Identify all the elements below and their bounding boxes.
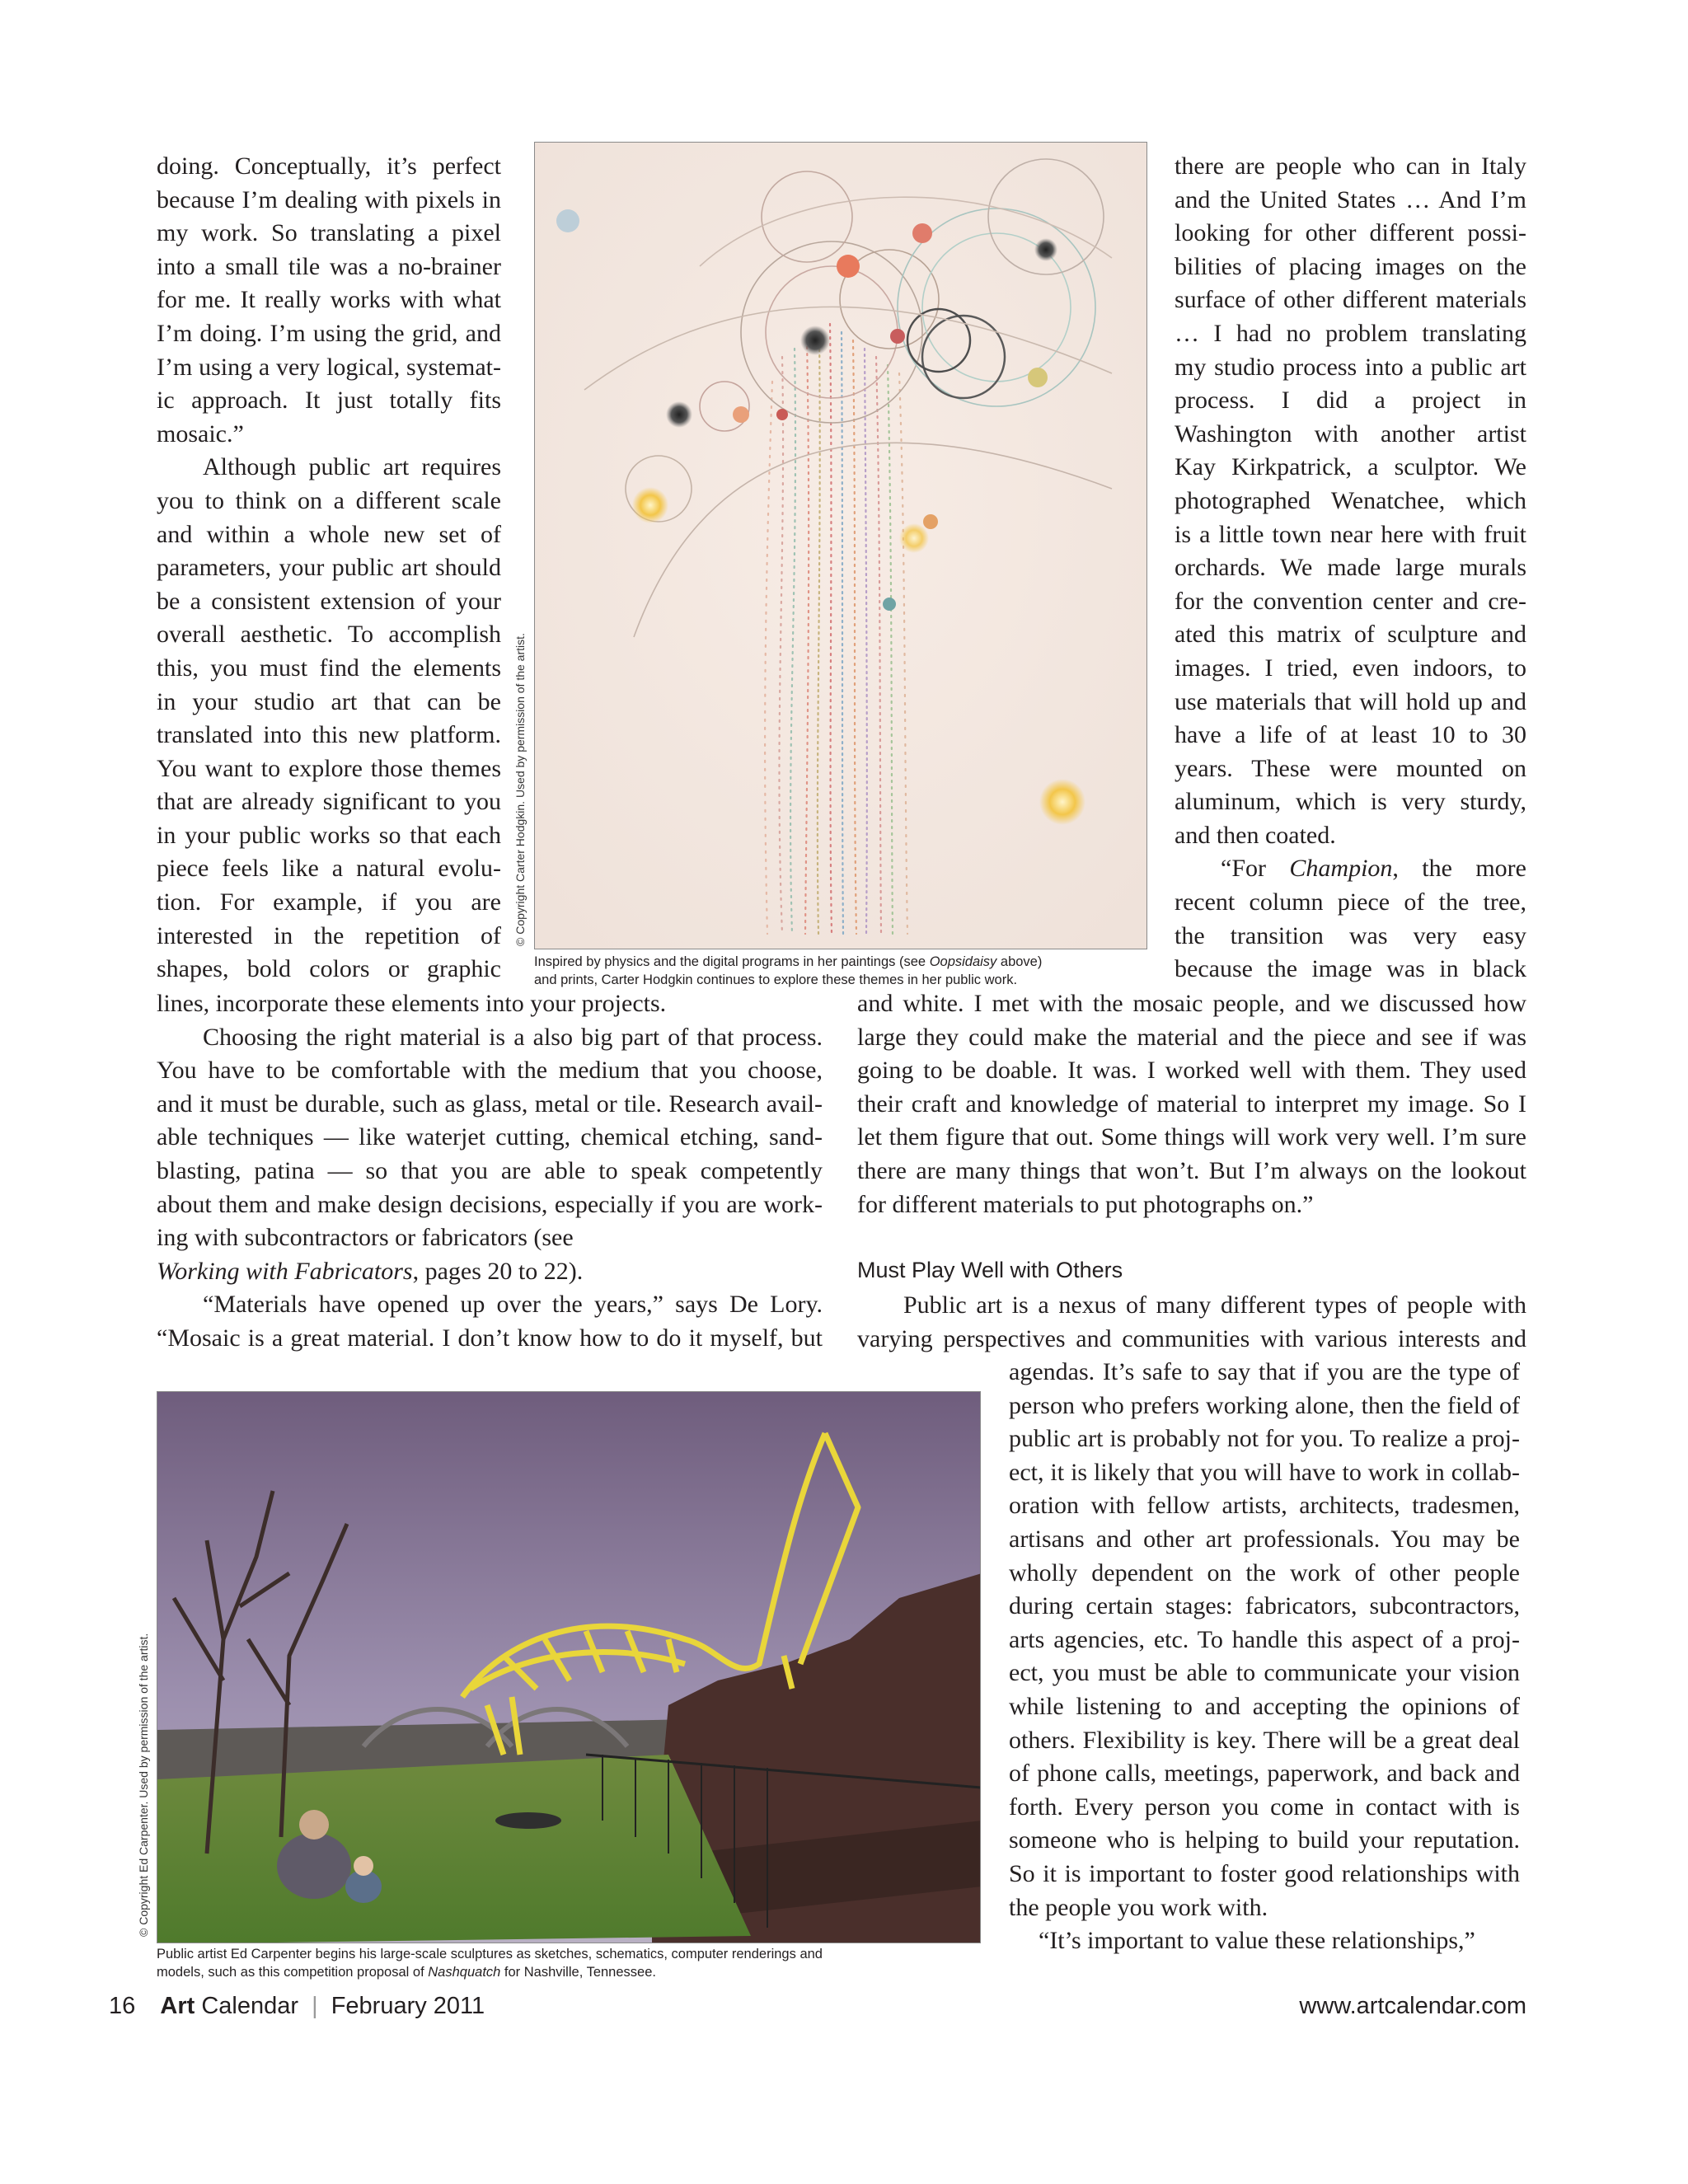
text-line: looking for other different possi-: [1175, 219, 1526, 247]
text-line: doing. Conceptually, it’s perfect: [157, 152, 501, 180]
text-line: piece feels like a natural evolu-: [157, 855, 501, 883]
text-line: ect, you must be able to communicate your vision: [1009, 1659, 1520, 1687]
text-line: aluminum, which is very sturdy,: [1175, 788, 1526, 816]
right-column-top: [1175, 150, 1526, 987]
text-line: able techniques — like waterjet cutting, chemical etching, sand-: [157, 1123, 823, 1151]
caption-top-figure: Inspired by physics and the digital programs in her paintings (see Oopsidaisy above) and prints, Carter Hodgkin continues to explore these themes in her public work.: [534, 954, 1043, 987]
text-line: for me. It really works with what: [157, 286, 501, 314]
text-line: large they could make the material and the piece and see if was: [857, 1023, 1526, 1051]
text-line: my work. So translating a pixel: [157, 219, 501, 247]
text-line: and white. I met with the mosaic people, and we discussed how: [857, 990, 1526, 1017]
caption-bottom-figure: Public artist Ed Carpenter begins his large-scale sculptures as sketches, schematics, computer renderings and models, such as this competition proposal of Nashquatch for Nashville, Tennessee.: [157, 1947, 823, 1980]
section-heading: Must Play Well with Others: [857, 1258, 1123, 1282]
text-line: someone who is helping to build your reputation.: [1009, 1826, 1520, 1854]
text-line: translated into this new platform.: [157, 721, 501, 749]
paragraph-right-2-first: “For Champion, the more: [1221, 855, 1526, 883]
left-column-top: [157, 150, 501, 987]
artwork-title-oopsidaisy: Oopsidaisy: [929, 954, 997, 969]
text-line: of phone calls, meetings, paperwork, and back and: [1009, 1760, 1520, 1788]
text-line: for the convention center and cre-: [1175, 587, 1526, 615]
paragraph-left-2-end: lines, incorporate these elements into your projects.: [157, 990, 667, 1017]
issue-date: February 2011: [331, 1993, 485, 2019]
text-line: about them and make design decisions, especially if you are work-: [157, 1190, 823, 1218]
paragraph-section-1-wide: [857, 1289, 1526, 1356]
text-line: use materials that will hold up and: [1175, 687, 1526, 715]
text-line: others. Flexibility is key. There will be a great deal: [1009, 1726, 1520, 1754]
text-line: let them figure that out. Some things will work very well. I’m sure: [857, 1123, 1526, 1151]
text-line: process. I did a project in: [1175, 387, 1526, 415]
text-line: forth. Every person you come in contact with is: [1009, 1793, 1520, 1821]
italic-ref: Working with Fabricators: [157, 1257, 413, 1285]
text-line: into a small tile was a no-brainer: [157, 252, 501, 280]
text-line: that are already significant to you: [157, 788, 501, 816]
text-line: parameters, your public art should: [157, 554, 501, 582]
text-line: bilities of placing images on the: [1175, 252, 1526, 280]
right-column-section-wide: [857, 1289, 1526, 1356]
figure-nashquatch: [157, 1391, 981, 1943]
text-line: and it must be durable, such as glass, metal or tile. Research avail-: [157, 1090, 823, 1118]
paragraph-section-1-narrow: [1009, 1356, 1520, 1924]
brand-calendar: Calendar: [201, 1993, 299, 2019]
oopsidaisy-artwork: [535, 143, 1147, 949]
right-column-section-narrow: [1009, 1356, 1520, 1958]
left-column-wide: [157, 987, 823, 1356]
text-line: recent column piece of the tree,: [1175, 888, 1526, 916]
footer-separator: |: [312, 1993, 318, 2019]
text-line: you to think on a different scale: [157, 486, 501, 514]
text-line: this, you must find the elements: [157, 654, 501, 682]
text-line: “Mosaic is a great material. I don’t know how to do it myself, but: [157, 1324, 823, 1352]
text-line: surface of other different materials: [1175, 286, 1526, 314]
text-line: the people you work with.: [1009, 1893, 1268, 1921]
text-line: in your studio art that can be: [157, 687, 501, 715]
text-line: … I had no problem translating: [1175, 319, 1526, 347]
text-line: their craft and knowledge of material to interpret my image. So I: [857, 1090, 1526, 1118]
text-line: Although public art requires: [203, 453, 501, 481]
nashquatch-photo: [157, 1392, 981, 1943]
text-line: “Materials have opened up over the years,” says De Lory.: [203, 1291, 823, 1319]
page-footer-left: [109, 1993, 485, 2020]
text-line: my studio process into a public art: [1175, 353, 1526, 381]
right-column-wide: [857, 987, 1526, 1221]
credit-ed-carpenter: © Copyright Ed Carpenter. Used by permission of the artist.: [137, 1633, 150, 1937]
text-line: agendas. It’s safe to say that if you are the type of: [1009, 1358, 1520, 1385]
text-line: shapes, bold colors or graphic: [157, 955, 501, 983]
text-line: there are many things that won’t. But I’m always on the lookout: [857, 1156, 1526, 1184]
text-line: artisans and other art professionals. You may be: [1009, 1525, 1520, 1553]
paragraph-left-3-ref: Working with Fabricators, pages 20 to 22).: [157, 1257, 584, 1285]
artwork-title-champion: Champion: [1289, 855, 1393, 883]
text-line: have a life of at least 10 to 30: [1175, 721, 1526, 749]
text-line: for different materials to put photographs on.”: [857, 1190, 1314, 1218]
text-line: because the image was in black: [1175, 955, 1526, 983]
text-line: Public art is a nexus of many different types of people with: [903, 1291, 1526, 1319]
paragraph-left-4: [157, 1288, 823, 1355]
text-line: ect, it is likely that you will have to work in collab-: [1009, 1458, 1520, 1486]
text-line: ic approach. It just totally fits: [157, 387, 501, 415]
text-line: Washington with another artist: [1175, 419, 1526, 448]
brand-art: Art: [160, 1993, 195, 2019]
text-line: is a little town near here with fruit: [1175, 520, 1526, 548]
text-line: wholly dependent on the work of other people: [1009, 1558, 1520, 1586]
text-line: ated this matrix of sculpture and: [1175, 621, 1526, 649]
text-line: and within a whole new set of: [157, 520, 501, 548]
text-line: and the United States … And I’m: [1175, 185, 1526, 213]
text-line: be a consistent extension of your: [157, 587, 501, 615]
paragraph-left-2: [157, 451, 501, 987]
text-line: because I’m dealing with pixels in: [157, 185, 501, 213]
text-line: going to be doable. It was. I worked well with them. They used: [857, 1057, 1526, 1085]
text-line: I’m using a very logical, systemat-: [157, 353, 501, 381]
credit-carter-hodgkin: © Copyright Carter Hodgkin. Used by permission of the artist.: [513, 633, 527, 946]
paragraph-right-2: [1175, 886, 1526, 987]
text-line: public art is probably not for you. To realize a proj-: [1009, 1425, 1520, 1453]
text-line: arts agencies, etc. To handle this aspect of a proj-: [1009, 1625, 1520, 1653]
text-line: while listening to and accepting the opinions of: [1009, 1692, 1520, 1720]
paragraph-right-2-cont: [857, 987, 1526, 1221]
text-line: oration with fellow artists, architects, tradesmen,: [1009, 1492, 1520, 1520]
text-line: overall aesthetic. To accomplish: [157, 621, 501, 649]
text-line: You want to explore those themes: [157, 754, 501, 782]
text-line: You have to be comfortable with the medium that you choose,: [157, 1057, 823, 1085]
text-line: blasting, patina — so that you are able to speak competently: [157, 1156, 823, 1184]
text-line: ing with subcontractors or fabricators (see: [157, 1224, 574, 1252]
text-line: years. These were mounted on: [1175, 754, 1526, 782]
text-line: I’m doing. I’m using the grid, and: [157, 319, 501, 347]
paragraph-left-1: [157, 150, 501, 451]
artwork-title-nashquatch: Nashquatch: [428, 1965, 501, 1980]
page-number: 16: [109, 1993, 136, 2019]
text-line: interested in the repetition of: [157, 921, 501, 949]
paragraph-right-1: [1175, 150, 1526, 852]
text-line: orchards. We made large murals: [1175, 554, 1526, 582]
text-line: in your public works so that each: [157, 821, 501, 849]
text-line: Choosing the right material is a also big part of that process.: [203, 1023, 823, 1051]
footer-url: www.artcalendar.com: [1299, 1993, 1526, 2019]
text-line: varying perspectives and communities with various interests and: [857, 1324, 1526, 1352]
text-line: mosaic.”: [157, 419, 244, 448]
text-line: the transition was very easy: [1175, 921, 1526, 949]
text-line: tion. For example, if you are: [157, 888, 501, 916]
text-line: So it is important to foster good relationships with: [1009, 1859, 1520, 1887]
text-line: photographed Wenatchee, which: [1175, 486, 1526, 514]
text-line: Kay Kirkpatrick, a sculptor. We: [1175, 453, 1526, 481]
text-line: there are people who can in Italy: [1175, 152, 1526, 180]
paragraph-left-3: [157, 1021, 823, 1255]
paragraph-section-2: “It’s important to value these relationships,”: [1039, 1927, 1475, 1955]
text-line: and then coated.: [1175, 821, 1336, 849]
text-line: person who prefers working alone, then the field of: [1009, 1391, 1520, 1419]
figure-oopsidaisy: [534, 142, 1147, 949]
text-line: during certain stages: fabricators, subcontractors,: [1009, 1592, 1520, 1620]
text-line: images. I tried, even indoors, to: [1175, 654, 1526, 682]
